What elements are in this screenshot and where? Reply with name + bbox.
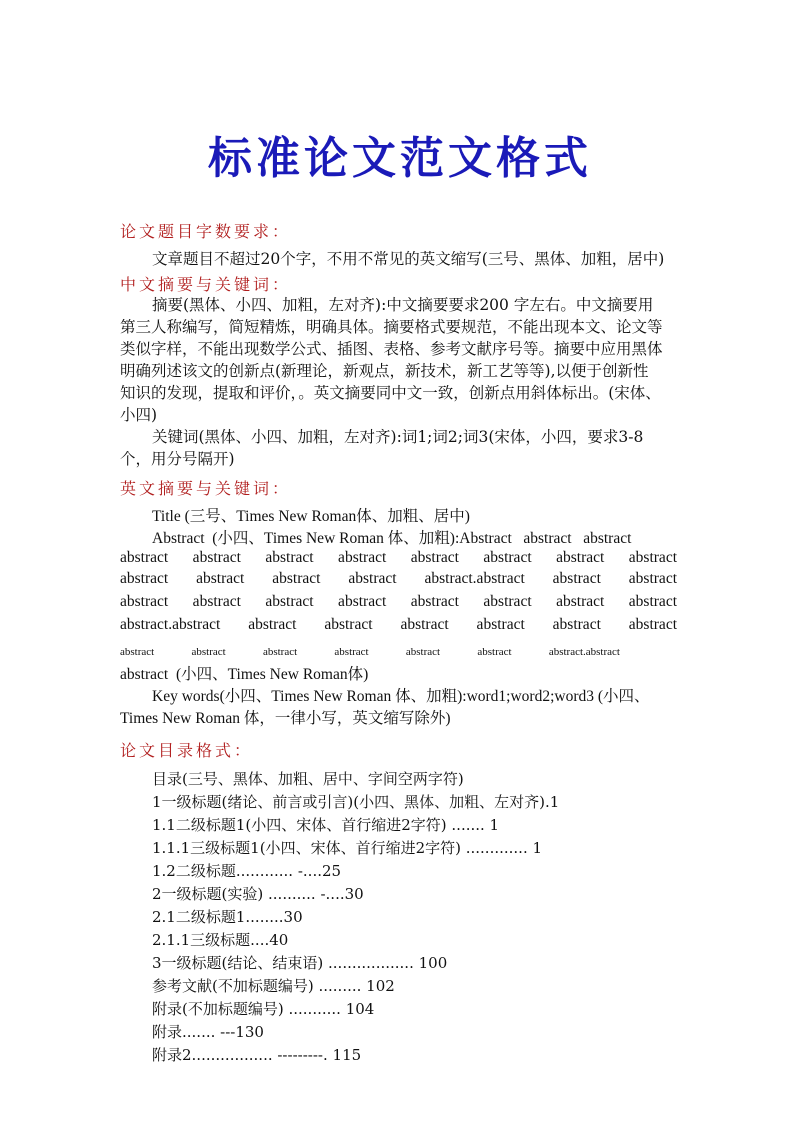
toc-item: 2.1.1三级标题....40: [152, 931, 289, 949]
en-abstract-line: Abstract (小四、Times New Roman 体、加粗):Abstract abstract abstract: [152, 530, 632, 547]
en-abstract-line: abstract.abstract abstract abstract abstract abstract abstract abstract: [120, 616, 677, 633]
cn-abstract-line: 知识的发现，提取和评价，。英文摘要同中文一致，创新点用斜体标出。(宋体、: [120, 384, 661, 402]
toc-item: 参考文献(不加标题编号) ......... 102: [152, 977, 395, 995]
en-title-line: Title (三号、Times New Roman体、加粗、居中): [152, 508, 470, 525]
toc-item: 1.1二级标题1(小四、宋体、首行缩进2字符) ....... 1: [152, 816, 500, 834]
section-heading-title-requirements: 论文题目字数要求：: [120, 222, 292, 241]
page-title: 标准论文范文格式: [208, 133, 592, 184]
en-abstract-word: abstract: [334, 646, 369, 658]
toc-item: 目录(三号、黑体、加粗、居中、字间空两字符): [152, 770, 464, 788]
en-keywords-line: Key words(小四、Times New Roman 体、加粗):word1;word2;word3 (小四、: [152, 688, 650, 705]
cn-abstract-line: 摘要(黑体、小四、加粗，左对齐):中文摘要要求200 字左右。中文摘要用: [152, 296, 654, 314]
toc-item: 2一级标题(实验) .......... -....30: [152, 885, 364, 903]
cn-abstract-line: 类似字样，不能出现数学公式、插图、表格、参考文献序号等。摘要中应用黑体: [120, 340, 663, 358]
cn-abstract-line: 第三人称编写，简短精炼，明确具体。摘要格式要规范，不能出现本文、论文等: [120, 318, 663, 336]
toc-item: 1.2二级标题............ -....25: [152, 862, 342, 880]
toc-item: 1.1.1三级标题1(小四、宋体、首行缩进2字符) ............. 1: [152, 839, 543, 857]
toc-item: 2.1二级标题1........30: [152, 908, 303, 926]
toc-item: 附录2................. ---------. 115: [152, 1046, 362, 1064]
toc-item: 3一级标题(结论、结束语) .................. 100: [152, 954, 448, 972]
en-abstract-line: abstract abstract abstract abstract abstract abstract abstract abstract: [120, 593, 677, 610]
en-abstract-word: abstract: [262, 646, 298, 658]
cn-keywords-line: 关键词(黑体、小四、加粗，左对齐):词1;词2;词3(宋体，小四，要求3-8: [152, 428, 644, 446]
toc-item: 1一级标题(绪论、前言或引言)(小四、黑体、加粗、左对齐).1: [152, 793, 560, 811]
cn-abstract-line: 明确列述该文的创新点(新理论，新观点，新技术，新工艺等等),以便于创新性: [120, 362, 649, 380]
en-abstract-line: abstract (小四、Times New Roman体): [120, 666, 369, 683]
en-abstract-word: abstract: [191, 646, 226, 658]
en-abstract-line: abstract abstract abstract abstract abstract abstract abstract abstract: [120, 549, 677, 566]
cn-abstract-line: 小四): [120, 406, 158, 424]
en-abstract-word: abstract: [477, 646, 512, 658]
title-requirement-text: 文章题目不超过20个字，不用不常见的英文缩写(三号、黑体、加粗，居中): [152, 250, 665, 268]
toc-item: 附录(不加标题编号) ........... 104: [152, 1000, 375, 1018]
section-heading-toc: 论文目录格式：: [120, 741, 254, 760]
en-keywords-line: Times New Roman 体，一律小写，英文缩写除外): [120, 710, 451, 727]
section-heading-chinese-abstract: 中文摘要与关键词：: [120, 275, 292, 294]
en-abstract-word: abstract.abstract: [548, 646, 620, 658]
cn-keywords-line: 个，用分号隔开): [120, 450, 235, 468]
en-abstract-word: abstract: [120, 646, 155, 658]
toc-item: 附录....... ---130: [152, 1023, 264, 1041]
en-abstract-word: abstract: [405, 646, 441, 658]
en-abstract-line: abstract abstract abstract abstract abstract.abstract abstract abstract: [120, 570, 677, 587]
en-abstract-small-line: [120, 646, 620, 658]
section-heading-english-abstract: 英文摘要与关键词：: [120, 479, 292, 498]
